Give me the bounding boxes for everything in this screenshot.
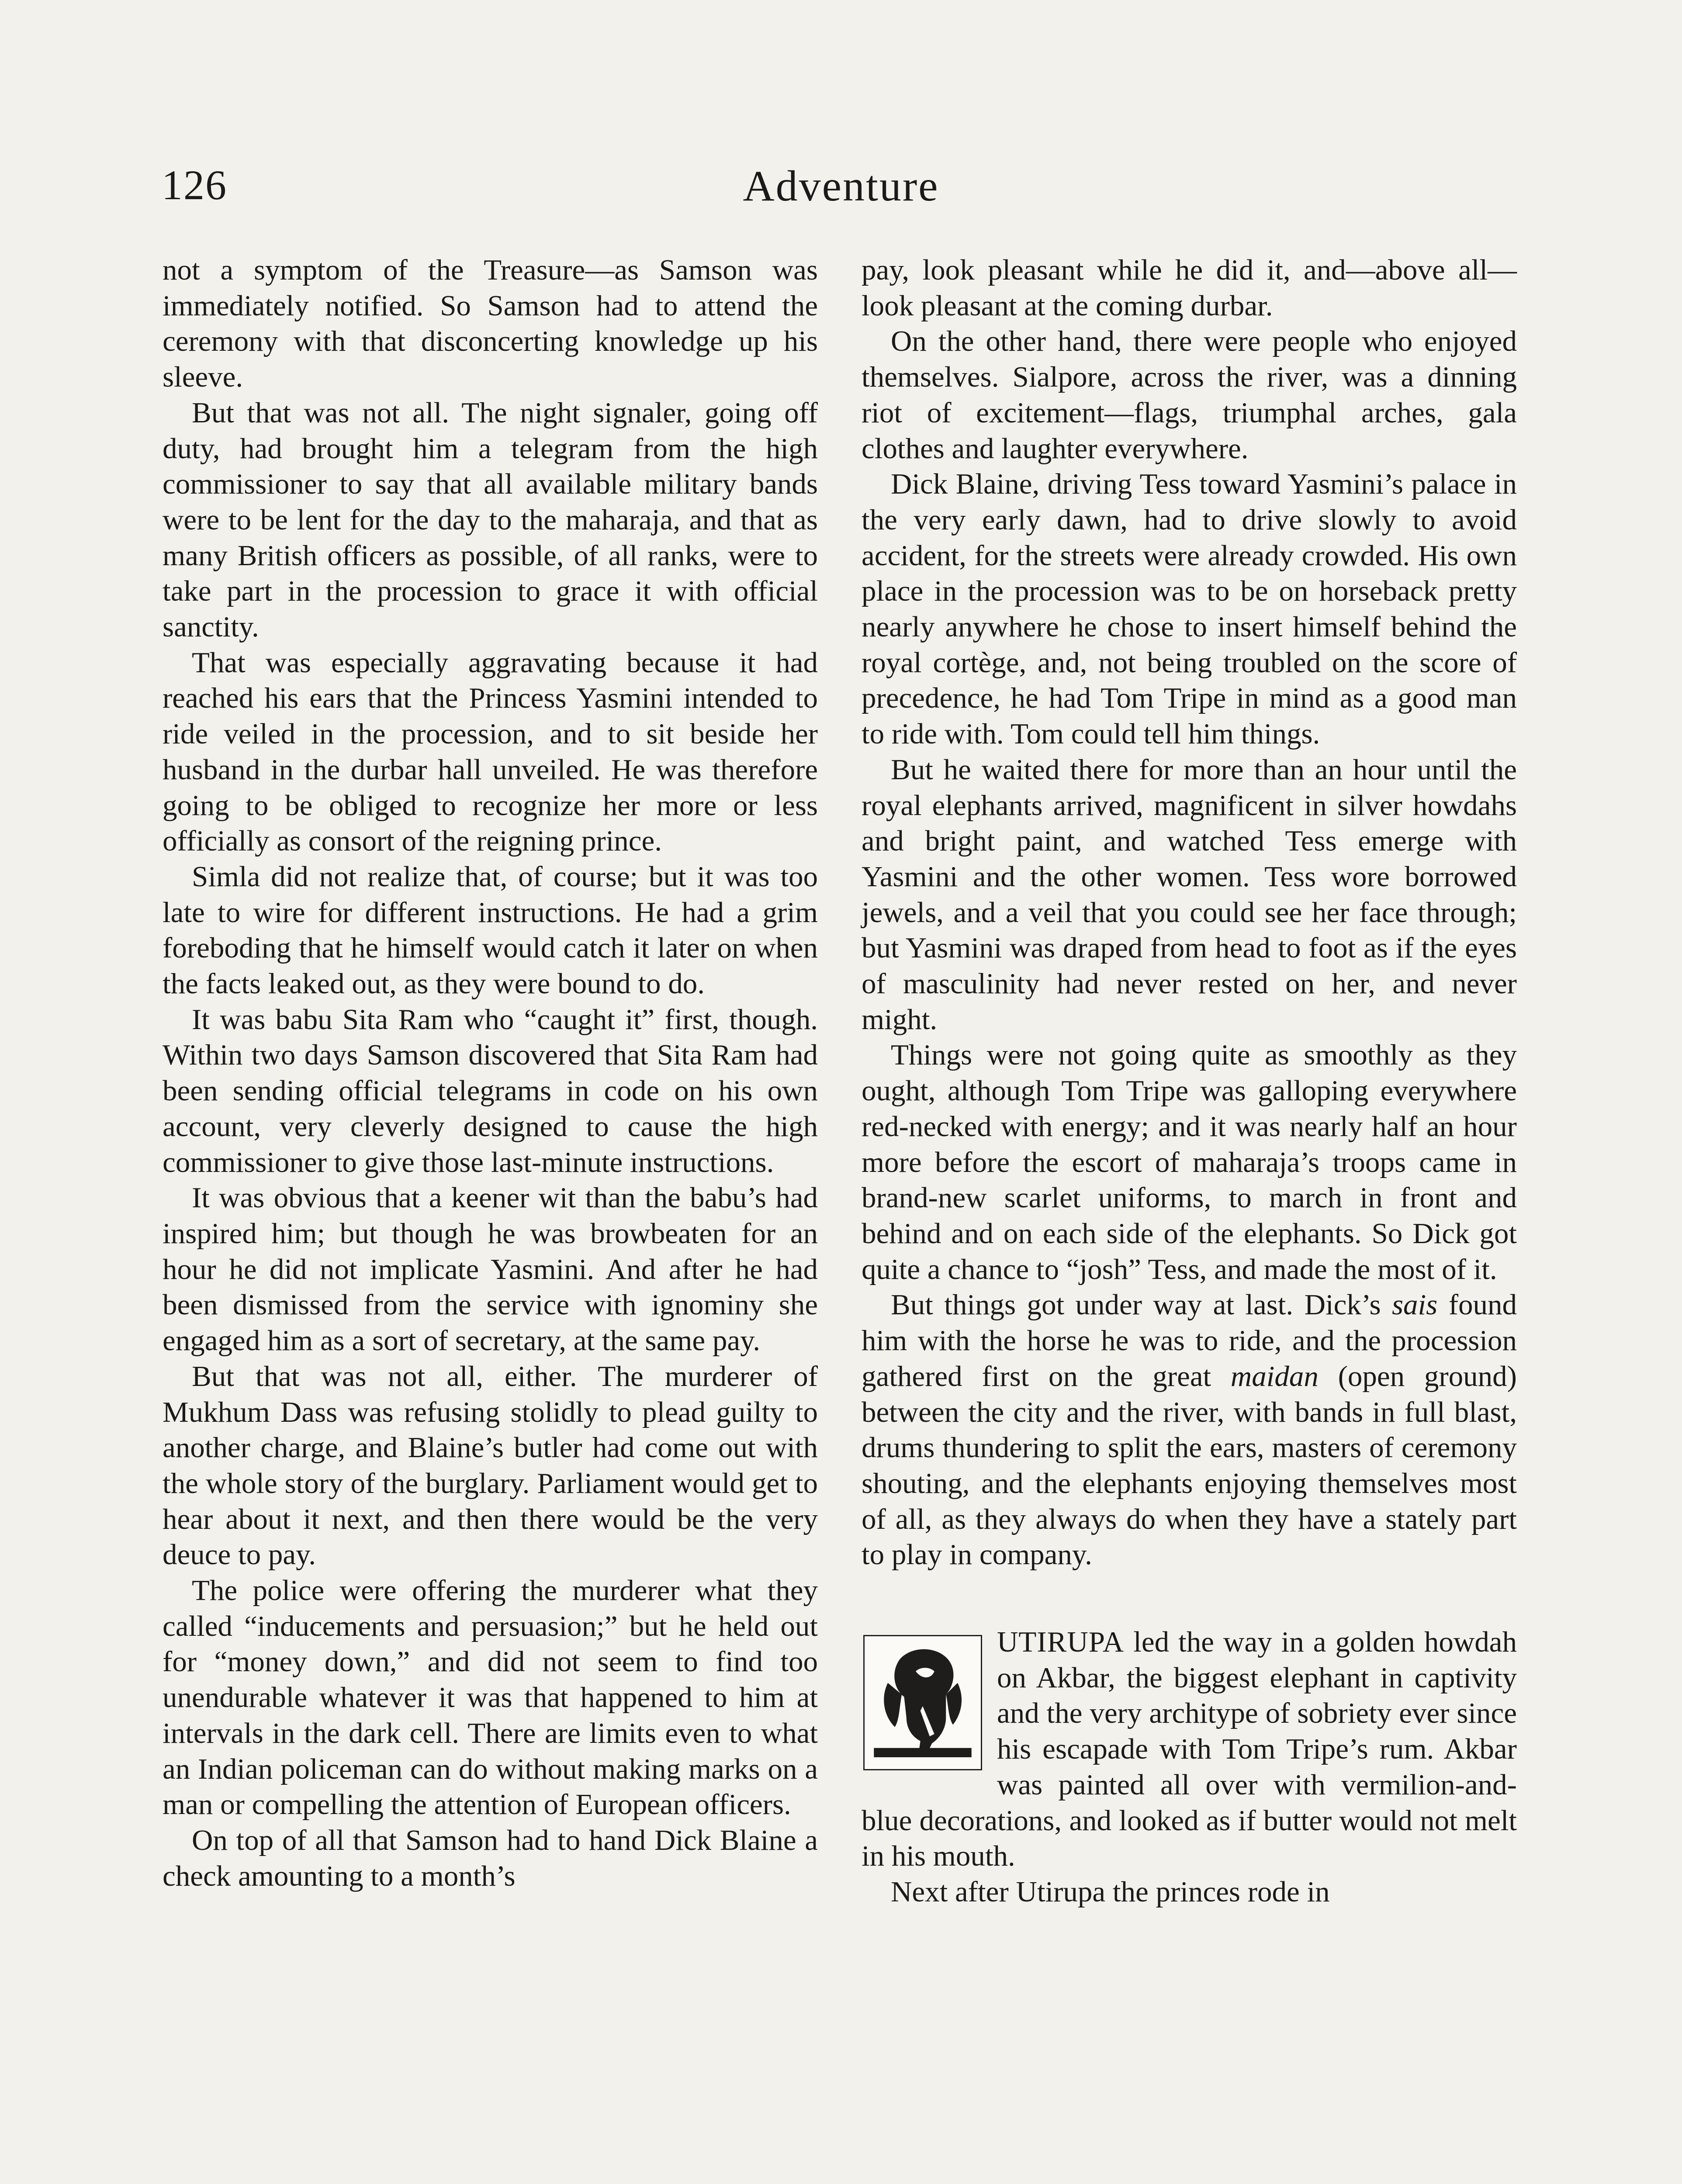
paragraph: It was babu Sita Ram who “caught it” first, though. Within two days Samson discovered that Sita Ram had been sending official telegrams in code on his own account, very cleverly designed to cause the high commissioner to give those last-minute instructions.	[163, 1003, 818, 1178]
lead-word: UTIRUPA	[997, 1626, 1125, 1659]
paragraph: But he waited there for more than an hour until the royal elephants arrived, magnificent in silver howdahs and bright paint, and watched Tess emerge with Yasmini and the other women. Tess wore borrowed jewels, and a veil that you could see her face through; but Yasmini was draped from head to foot as if the eyes of masculinity had never rested on her, and never might.	[862, 753, 1517, 1036]
paragraph: But that was not all, either. The murderer of Mukhum Dass was refusing stolidly to plead guilty to another charge, and Blaine’s butler had come out with the whole story of the burglary. Parliament would get to hear about it next, and then there would be the very deuce to pay.	[163, 1360, 818, 1571]
left-column	[163, 252, 818, 1894]
elephant-vignette-illustration	[863, 1635, 982, 1770]
section-break	[862, 1573, 1517, 1624]
paragraph: The police were offering the murderer what they called “inducements and persuasion;” but he held out for “money down,” and did not seem to find too unendurable whatever it was that happened to him at intervals in the dark cell. There are limits even to what an Indian policeman can do without making marks on a man or compelling the attention of European officers.	[163, 1574, 818, 1821]
paragraph: On the other hand, there were people who enjoyed themselves. Sialpore, across the river, was a dinning riot of excitement—flags, triumphal arches, gala clothes and laughter everywhere.	[862, 325, 1517, 465]
paragraph: On top of all that Samson had to hand Dick Blaine a check amounting to a month’s	[163, 1824, 818, 1892]
page-number: 126	[162, 162, 227, 208]
paragraph: But things got under way at last. Dick’s sais found him with the horse he was to ride, and the procession gathered first on the great maidan (open ground) between the city and the river, with bands in full blast, drums thundering to split the ears, masters of ceremony shouting, and the elephants enjoying themselves most of all, as they always do when they have a stately part to play in company.	[862, 1289, 1517, 1571]
paragraph: Dick Blaine, driving Tess toward Yasmini’s palace in the very early dawn, had to drive slowly to avoid accident, for the streets were already crowded. His own place in the procession was to be on horseback pretty nearly anywhere he chose to insert himself behind the royal cortège, and, not being troubled on the score of precedence, he had Tom Tripe in mind as a good man to ride with. Tom could tell him things.	[862, 468, 1517, 750]
paragraph: pay, look pleasant while he did it, and—above all—look pleasant at the coming durbar.	[862, 254, 1517, 322]
paragraph: not a symptom of the Treasure—as Samson was immediately notified. So Samson had to attend the ceremony with that disconcerting knowledge up his sleeve.	[163, 254, 818, 394]
paragraph: Things were not going quite as smoothly as they ought, although Tom Tripe was galloping everywhere red-necked with energy; and it was nearly half an hour more before the escort of maharaja’s troops came in brand-new scarlet uniforms, to march in front and behind and on each side of the elephants. So Dick got quite a chance to “josh” Tess, and made the most of it.	[862, 1039, 1517, 1286]
paragraph: But that was not all. The night signaler, going off duty, had brought him a telegram from the high commissioner to say that all available military bands were to be lent for the day to the maharaja, and that as many British officers as possible, of all ranks, were to take part in the procession to grace it with official sanctity.	[163, 396, 818, 643]
paragraph: That was especially aggravating because it had reached his ears that the Princess Yasmini intended to ride veiled in the procession, and to sit beside her husband in the durbar hall unveiled. He was therefore going to be obliged to recognize her more or less officially as consort of the reigning prince.	[163, 646, 818, 857]
elephant-icon	[865, 1636, 981, 1769]
paragraph: Simla did not realize that, of course; but it was too late to wire for different instructions. He had a grim foreboding that he himself would catch it later on when the facts leaked out, as they were bound to do.	[163, 860, 818, 1000]
right-column	[862, 252, 1517, 1910]
magazine-title: Adventure	[743, 162, 939, 210]
paragraph: Next after Utirupa the princes rode in	[891, 1875, 1330, 1908]
paragraph-text: led the way in a golden howdah on Akbar, the biggest elephant in captivity and the very architype of sobriety ever since his escapade with Tom Tripe’s rum. Akbar was painted all over with vermilion-and-blue decorations, and looked as if butter would not melt in his mouth.	[862, 1626, 1517, 1873]
paragraph: It was obvious that a keener wit than the babu’s had inspired him; but though he was browbeaten for an hour he did not implicate Yasmini. And after he had been dismissed from the service with ignominy she engaged him as a sort of secretary, at the same pay.	[163, 1182, 818, 1357]
section-opening-paragraph	[862, 1624, 1517, 1874]
